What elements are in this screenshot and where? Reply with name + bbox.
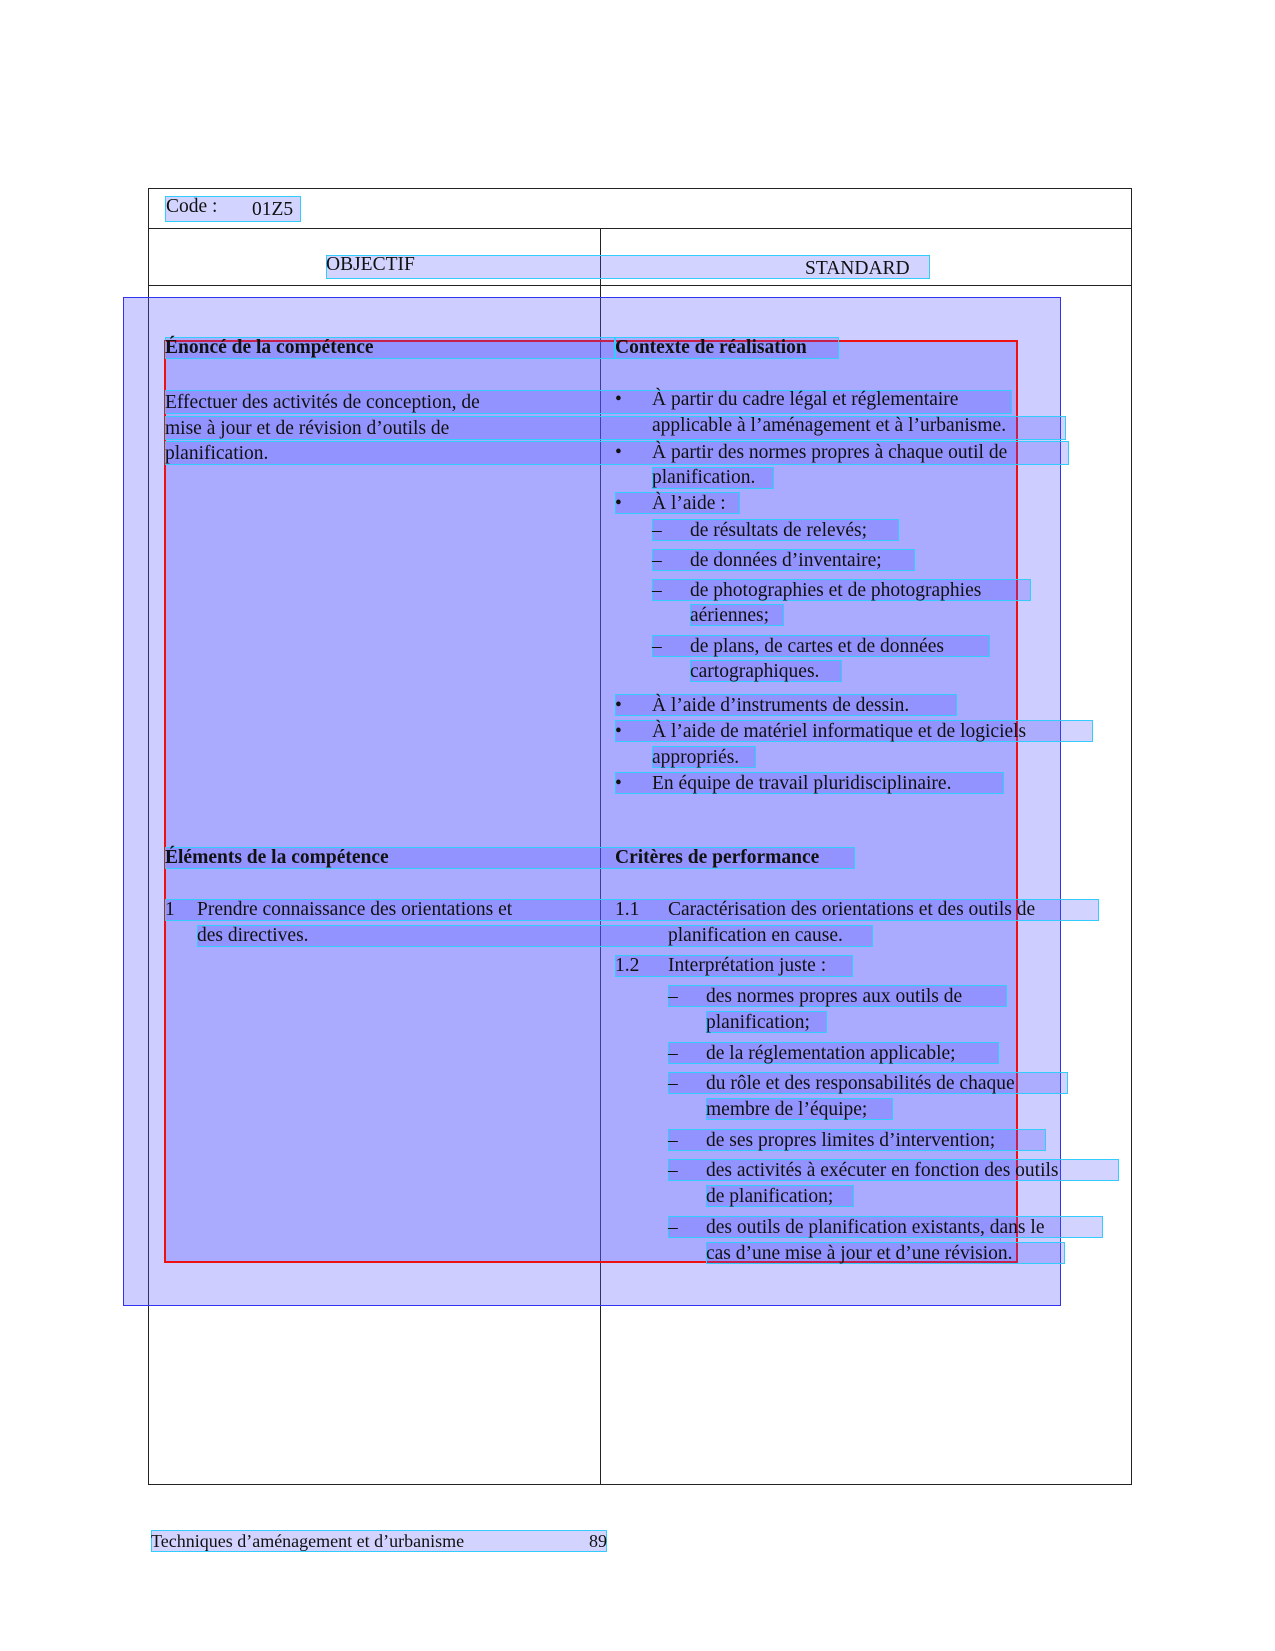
bullet-marker: • <box>615 773 622 794</box>
bullet-marker: • <box>615 493 622 514</box>
contexte-item-line: À l’aide de matériel informatique et de logiciels <box>652 721 1027 742</box>
footer-page-number: 89 <box>589 1531 607 1551</box>
critere-subitem-line: de la réglementation applicable; <box>706 1043 956 1064</box>
critere-number: 1.2 <box>615 955 640 976</box>
dash-marker: – <box>652 550 662 571</box>
section-title-criteres: Critères de performance <box>615 847 820 868</box>
contexte-subitem-line: cartographiques. <box>690 661 820 682</box>
bullet-marker: • <box>615 442 622 463</box>
column-header-objectif: OBJECTIF <box>326 254 415 275</box>
critere-subitem-line: du rôle et des responsabilités de chaque <box>706 1073 1015 1094</box>
dash-marker: – <box>652 636 662 657</box>
enonce-line: mise à jour et de révision d’outils de <box>165 418 450 439</box>
contexte-subitem-line: de photographies et de photographies <box>690 580 982 601</box>
footer-program: Techniques d’aménagement et d’urbanisme <box>151 1531 465 1551</box>
critere-subitem-line: de ses propres limites d’intervention; <box>706 1130 996 1151</box>
contexte-item-line: applicable à l’aménagement et à l’urbanisme. <box>652 415 1007 436</box>
dash-marker: – <box>668 1217 678 1238</box>
contexte-subitem-line: de résultats de relevés; <box>690 520 868 541</box>
dash-marker: – <box>652 580 662 601</box>
bullet-marker: • <box>615 721 622 742</box>
contexte-subitem-line: de plans, de cartes et de données <box>690 636 944 657</box>
column-header-standard: STANDARD <box>805 258 910 279</box>
dash-marker: – <box>668 1130 678 1151</box>
contexte-item-line: planification. <box>652 467 756 488</box>
dash-marker: – <box>668 1073 678 1094</box>
code-label: Code : <box>166 196 218 217</box>
critere-subitem-line: de planification; <box>706 1186 834 1207</box>
section-title-elements: Éléments de la compétence <box>165 847 389 868</box>
element-line: des directives. <box>197 925 309 946</box>
enonce-line: Effectuer des activités de conception, de <box>165 392 480 413</box>
section-title-contexte: Contexte de réalisation <box>615 337 807 358</box>
bullet-marker: • <box>615 695 622 716</box>
dash-marker: – <box>668 1043 678 1064</box>
critere-subitem-line: planification; <box>706 1012 810 1033</box>
contexte-item-line: À partir des normes propres à chaque outil de <box>652 442 1008 463</box>
contexte-item-line: En équipe de travail pluridisciplinaire. <box>652 773 952 794</box>
contexte-item-line: appropriés. <box>652 747 740 768</box>
critere-subitem-line: membre de l’équipe; <box>706 1099 868 1120</box>
contexte-item-line: À l’aide : <box>652 493 726 514</box>
critere-subitem-line: des normes propres aux outils de <box>706 986 963 1007</box>
element-number: 1 <box>165 899 175 920</box>
enonce-line: planification. <box>165 443 269 464</box>
bullet-marker: • <box>615 389 622 410</box>
layout-region-inner <box>164 340 1018 1263</box>
header-divider <box>148 228 1132 229</box>
critere-subitem-line: cas d’une mise à jour et d’une révision. <box>706 1243 1013 1264</box>
critere-subitem-line: des outils de planification existants, dans le <box>706 1217 1045 1238</box>
critere-subitem-line: des activités à exécuter en fonction des outils <box>706 1160 1059 1181</box>
column-header-divider <box>148 285 1132 286</box>
code-value: 01Z5 <box>252 199 294 220</box>
contexte-item-line: À l’aide d’instruments de dessin. <box>652 695 910 716</box>
dash-marker: – <box>668 1160 678 1181</box>
dash-marker: – <box>668 986 678 1007</box>
critere-line: Caractérisation des orientations et des outils de <box>668 899 1036 920</box>
contexte-subitem-line: aériennes; <box>690 605 770 626</box>
contexte-item-line: À partir du cadre légal et réglementaire <box>652 389 959 410</box>
critere-number: 1.1 <box>615 899 640 920</box>
element-line: Prendre connaissance des orientations et <box>197 899 513 920</box>
critere-line: planification en cause. <box>668 925 843 946</box>
section-title-enonce: Énoncé de la compétence <box>165 337 374 358</box>
contexte-subitem-line: de données d’inventaire; <box>690 550 882 571</box>
critere-line: Interprétation juste : <box>668 955 827 976</box>
dash-marker: – <box>652 520 662 541</box>
